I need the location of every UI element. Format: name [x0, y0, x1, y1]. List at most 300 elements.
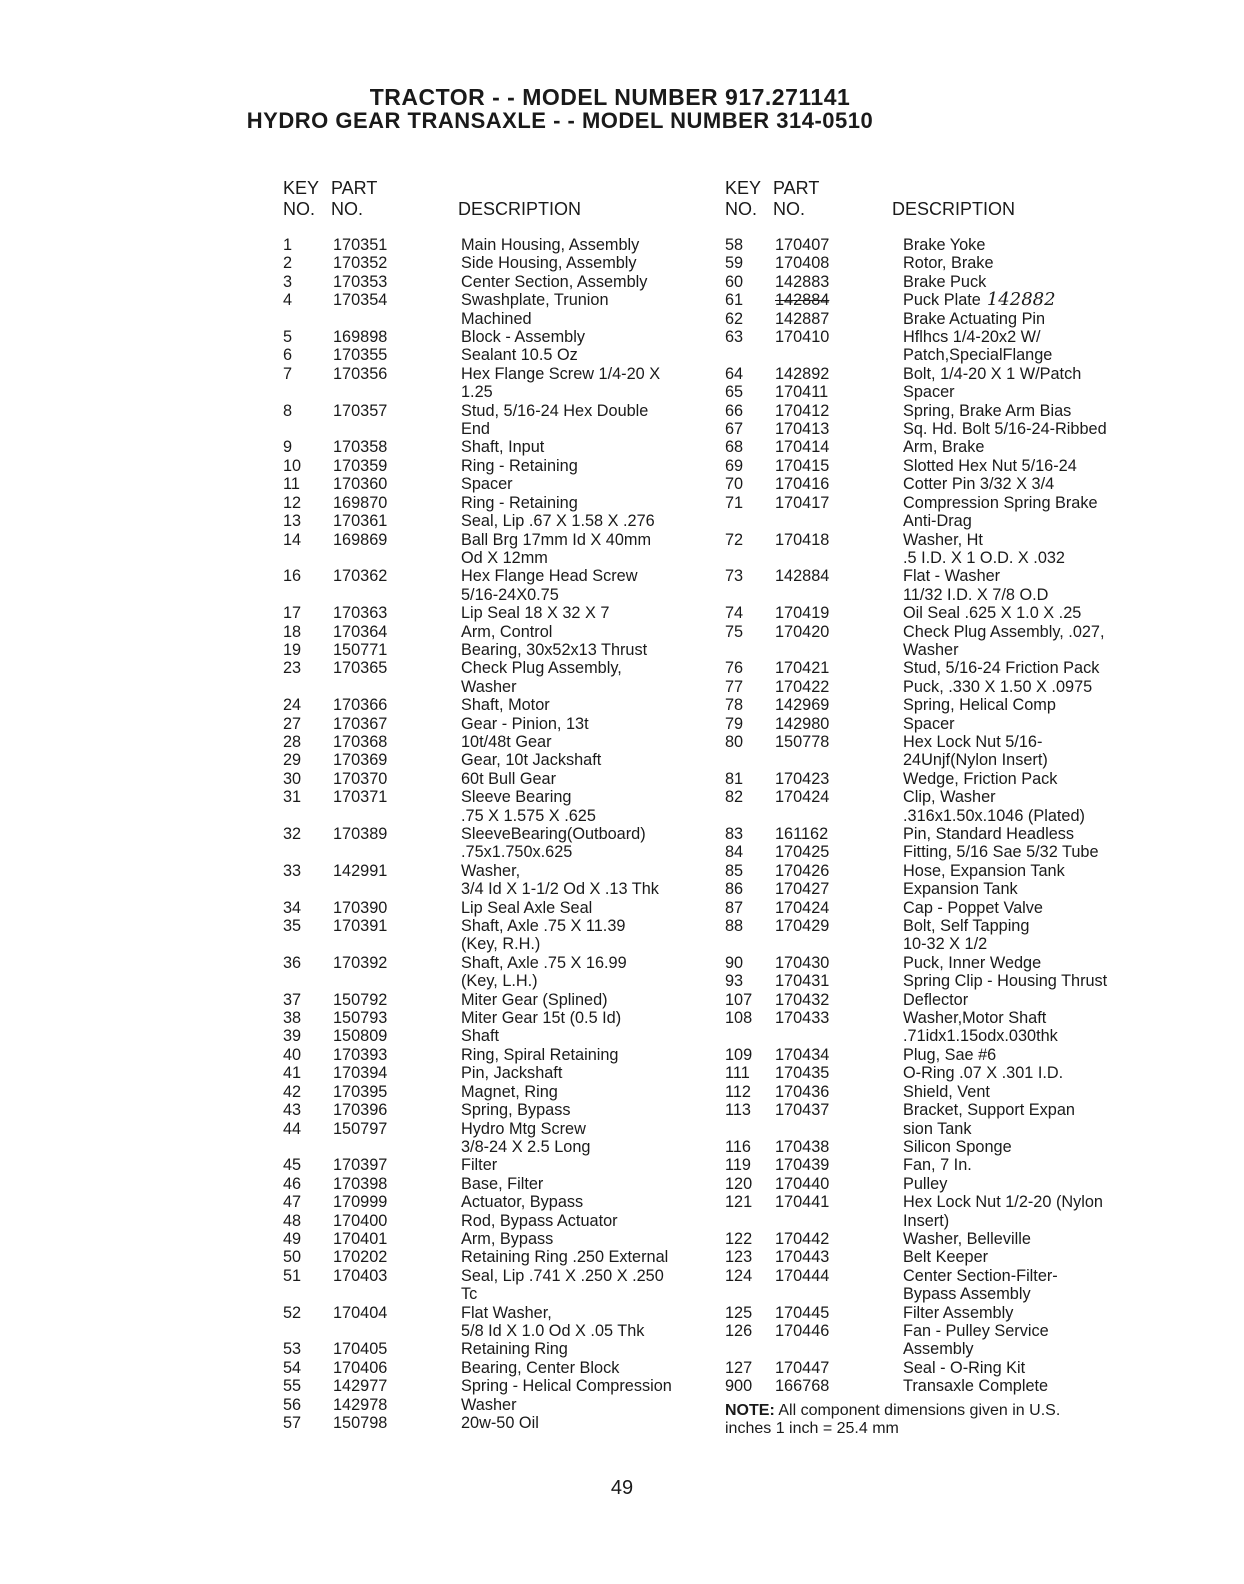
part-description — [903, 641, 1165, 659]
table-row — [725, 696, 1165, 714]
part-description-text: Ring - Retaining — [461, 456, 578, 475]
header-description: DESCRIPTION — [892, 199, 1016, 219]
key-number — [283, 880, 333, 898]
part-number: 142969 — [775, 696, 830, 715]
part-number: 150778 — [775, 732, 830, 751]
part-description — [903, 751, 1165, 769]
part-description-text: Gear, 10t Jackshaft — [461, 751, 602, 770]
key-number: 31 — [283, 788, 302, 807]
part-number: 142887 — [775, 309, 830, 328]
parts-list-left — [283, 236, 723, 1432]
part-number: 170429 — [775, 917, 830, 936]
part-description-text: Ball Brg 17mm Id X 40mm — [461, 530, 652, 549]
part-description — [461, 899, 723, 917]
table-row — [725, 457, 1165, 475]
key-number: 32 — [283, 825, 302, 843]
key-number — [725, 641, 775, 659]
part-description-text: .71idx1.15odx.030thk — [903, 1027, 1058, 1046]
part-number — [333, 678, 461, 696]
part-description — [461, 475, 723, 493]
table-row — [283, 310, 723, 328]
part-number — [333, 310, 461, 328]
table-row — [283, 328, 723, 346]
part-description — [903, 346, 1165, 364]
part-number: 150792 — [333, 990, 388, 1009]
part-number: 170394 — [333, 1064, 388, 1083]
table-row — [725, 862, 1165, 880]
part-description-text: Washer — [903, 640, 959, 659]
key-number: 71 — [725, 493, 744, 512]
key-number: 79 — [725, 714, 744, 733]
part-description — [461, 604, 723, 622]
part-description — [461, 273, 723, 291]
header-part: PART — [331, 178, 378, 198]
table-row — [725, 254, 1165, 272]
part-number — [775, 807, 903, 825]
part-description — [903, 1027, 1165, 1045]
part-number — [775, 1027, 903, 1045]
part-number: 170352 — [333, 254, 388, 273]
part-number: 142978 — [333, 1395, 388, 1414]
table-row — [283, 899, 723, 917]
key-number: 12 — [283, 493, 302, 512]
key-number: 73 — [725, 567, 744, 586]
part-description-text: (Key, R.H.) — [461, 935, 541, 954]
part-description-text: .316x1.50x.1046 (Plated) — [903, 806, 1085, 825]
header-key-no: NO. — [725, 199, 758, 219]
table-row — [725, 291, 1165, 309]
key-number: 53 — [283, 1340, 302, 1359]
table-row — [283, 475, 723, 493]
table-row — [725, 402, 1165, 420]
part-description-text: 5/16-24X0.75 — [461, 585, 559, 604]
part-description-text: 3/4 Id X 1-1/2 Od X .13 Thk — [461, 880, 659, 899]
part-description-text: Transaxle Complete — [903, 1377, 1049, 1396]
part-description-text: Flat - Washer — [903, 567, 1001, 586]
table-row — [725, 807, 1165, 825]
parts-list-right — [725, 236, 1165, 1396]
table-row — [725, 678, 1165, 696]
table-row — [283, 1340, 723, 1358]
part-description — [903, 623, 1165, 641]
part-description — [903, 678, 1165, 696]
header-key-no: NO. — [283, 199, 316, 219]
key-number: 43 — [283, 1101, 302, 1120]
key-number — [283, 1322, 333, 1340]
part-number: 170425 — [775, 843, 830, 862]
key-number: 120 — [725, 1174, 753, 1193]
table-row — [725, 346, 1165, 364]
part-description-text: 10-32 X 1/2 — [903, 935, 988, 954]
table-row — [283, 457, 723, 475]
part-number — [333, 807, 461, 825]
part-number: 170411 — [775, 383, 829, 402]
part-description-text: Hydro Mtg Screw — [461, 1119, 586, 1138]
key-number — [725, 1027, 775, 1045]
table-row — [725, 770, 1165, 788]
part-description-text: Shaft, Axle .75 X 16.99 — [461, 953, 627, 972]
part-description — [903, 1009, 1165, 1027]
table-row — [283, 843, 723, 861]
table-row — [725, 310, 1165, 328]
part-description — [461, 972, 723, 990]
key-number: 72 — [725, 530, 744, 549]
key-number: 41 — [283, 1064, 302, 1083]
part-description-text: Swashplate, Trunion — [461, 291, 609, 310]
part-description — [903, 549, 1165, 567]
table-row — [725, 1101, 1165, 1119]
part-number: 170412 — [775, 401, 830, 420]
part-number: 170447 — [775, 1358, 830, 1377]
key-number: 83 — [725, 825, 744, 843]
part-number: 170432 — [775, 990, 830, 1009]
table-row — [283, 438, 723, 456]
table-row — [725, 328, 1165, 346]
part-number: 170361 — [333, 512, 388, 531]
key-number: 125 — [725, 1303, 753, 1322]
part-description-text: Arm, Control — [461, 622, 553, 641]
page-subtitle: HYDRO GEAR TRANSAXLE - - MODEL NUMBER 314-0510 — [246, 108, 874, 133]
table-row — [725, 623, 1165, 641]
part-description — [461, 1193, 723, 1211]
key-number: 30 — [283, 769, 302, 788]
part-description-text: Retaining Ring .250 External — [461, 1248, 669, 1267]
part-description — [461, 1064, 723, 1082]
part-number: 142991 — [333, 861, 388, 880]
table-row — [283, 825, 723, 843]
part-description-text: Hex Flange Screw 1/4-20 X — [461, 364, 661, 383]
table-row — [283, 254, 723, 272]
part-description-text: Spring, Helical Comp — [903, 696, 1056, 715]
part-description-text: Brake Actuating Pin — [903, 309, 1046, 328]
table-row — [283, 935, 723, 953]
part-description-text: Cotter Pin 3/32 X 3/4 — [903, 475, 1055, 494]
part-number — [333, 935, 461, 953]
part-description-text: 1.25 — [461, 383, 493, 402]
part-description-text: Plug, Sae #6 — [903, 1045, 997, 1064]
part-number: 170368 — [333, 732, 388, 751]
part-number: 170444 — [775, 1266, 830, 1285]
part-description-text: .75 X 1.575 X .625 — [461, 806, 596, 825]
key-number: 81 — [725, 769, 744, 788]
part-description-text: 3/8-24 X 2.5 Long — [461, 1137, 591, 1156]
key-number — [283, 1138, 333, 1156]
part-description — [461, 641, 723, 659]
table-row — [725, 991, 1165, 1009]
part-description-text: Spring, Bypass — [461, 1101, 571, 1120]
part-description-text: Expansion Tank — [903, 880, 1018, 899]
note-line2: inches 1 inch = 25.4 mm — [725, 1420, 899, 1437]
part-description-text: Block - Assembly — [461, 328, 585, 347]
key-number: 74 — [725, 604, 744, 623]
part-number: 170400 — [333, 1211, 388, 1230]
part-description-text: Flat Washer, — [461, 1303, 552, 1322]
key-number: 88 — [725, 917, 744, 936]
part-number: 170442 — [775, 1229, 830, 1248]
part-description — [903, 604, 1165, 622]
key-number: 85 — [725, 861, 744, 880]
part-description-text: Sq. Hd. Bolt 5/16-24-Ribbed — [903, 420, 1107, 439]
key-number — [283, 549, 333, 567]
part-description — [461, 1304, 723, 1322]
part-description-text: Center Section-Filter- — [903, 1266, 1058, 1285]
part-description-text: 11/32 I.D. X 7/8 O.D — [903, 585, 1049, 604]
key-number: 6 — [283, 346, 293, 365]
part-number: 170439 — [775, 1156, 830, 1175]
header-part-no: NO. — [331, 199, 364, 219]
part-description — [903, 733, 1165, 751]
part-description — [461, 420, 723, 438]
handwritten-correction: 142882 — [986, 289, 1056, 311]
table-row — [283, 991, 723, 1009]
part-description — [461, 880, 723, 898]
part-number: 169869 — [333, 530, 388, 549]
note-line1: All component dimensions given in U.S. — [778, 1401, 1061, 1419]
part-description-text: Pulley — [903, 1174, 948, 1193]
part-number: 170363 — [333, 604, 388, 623]
part-number: 170358 — [333, 438, 388, 457]
page-number: 49 — [610, 1477, 634, 1499]
column-header — [725, 178, 1165, 236]
part-number — [775, 1340, 903, 1358]
part-number: 170367 — [333, 714, 388, 733]
part-number: 170362 — [333, 567, 388, 586]
part-description-text: Miter Gear 15t (0.5 Id) — [461, 1009, 622, 1028]
key-number: 76 — [725, 659, 744, 678]
table-row — [283, 807, 723, 825]
table-row — [283, 586, 723, 604]
part-number — [333, 420, 461, 438]
part-description — [903, 1193, 1165, 1211]
part-number: 150809 — [333, 1027, 388, 1046]
table-row — [283, 733, 723, 751]
part-number: 170434 — [775, 1045, 830, 1064]
table-row — [725, 899, 1165, 917]
key-number — [283, 586, 333, 604]
table-row — [725, 917, 1165, 935]
table-row — [725, 1377, 1165, 1395]
part-description — [461, 1377, 723, 1395]
key-number — [725, 807, 775, 825]
part-description-text: Check Plug Assembly, .027, — [903, 622, 1105, 641]
key-number: 47 — [283, 1193, 302, 1212]
key-number — [725, 1120, 775, 1138]
part-description-text: Bypass Assembly — [903, 1285, 1031, 1304]
part-description-text: Stud, 5/16-24 Friction Pack — [903, 659, 1100, 678]
part-description — [461, 1175, 723, 1193]
part-description-text: Magnet, Ring — [461, 1082, 558, 1101]
key-number: 14 — [283, 530, 302, 549]
key-number: 13 — [283, 512, 302, 531]
key-number: 2 — [283, 254, 293, 273]
key-number: 39 — [283, 1027, 302, 1046]
part-description-text: Fitting, 5/16 Sae 5/32 Tube — [903, 843, 1099, 862]
part-number: 161162 — [775, 825, 829, 843]
part-description — [903, 1083, 1165, 1101]
part-number — [775, 586, 903, 604]
part-description-text: Main Housing, Assembly — [461, 236, 640, 254]
part-number: 170440 — [775, 1174, 830, 1193]
table-row — [283, 512, 723, 530]
key-number: 109 — [725, 1045, 753, 1064]
key-number — [283, 420, 333, 438]
part-description-text: Shaft, Motor — [461, 696, 550, 715]
table-row — [283, 1046, 723, 1064]
key-number: 46 — [283, 1174, 302, 1193]
part-description-text: Rotor, Brake — [903, 254, 994, 273]
table-row — [725, 1175, 1165, 1193]
part-number: 170392 — [333, 953, 388, 972]
table-row — [283, 1267, 723, 1285]
table-row — [725, 1083, 1165, 1101]
part-description-text: Assembly — [903, 1340, 974, 1359]
part-description — [461, 1046, 723, 1064]
part-number — [775, 1285, 903, 1303]
part-description — [461, 512, 723, 530]
part-description-text: Puck Plate — [903, 291, 981, 310]
part-description-text: Patch,SpecialFlange — [903, 346, 1053, 365]
part-number: 170354 — [333, 291, 388, 310]
part-description — [461, 917, 723, 935]
part-number: 170421 — [775, 659, 830, 678]
part-description — [461, 1248, 723, 1266]
part-description — [903, 457, 1165, 475]
part-description — [461, 935, 723, 953]
key-number: 17 — [283, 604, 302, 623]
table-row — [725, 954, 1165, 972]
part-description-text: Seal - O-Ring Kit — [903, 1358, 1026, 1377]
table-row — [725, 1009, 1165, 1027]
part-number — [775, 549, 903, 567]
table-row — [725, 475, 1165, 493]
part-number: 170356 — [333, 364, 388, 383]
part-number: 170438 — [775, 1137, 830, 1156]
table-row — [725, 567, 1165, 585]
table-row — [283, 1230, 723, 1248]
table-row — [283, 862, 723, 880]
part-description — [461, 807, 723, 825]
part-description-text: Sealant 10.5 Oz — [461, 346, 578, 365]
part-description-text: Washer — [461, 677, 517, 696]
part-number: 170999 — [333, 1193, 388, 1212]
table-row — [283, 420, 723, 438]
key-number — [725, 1340, 775, 1358]
key-number — [283, 843, 333, 861]
part-description — [903, 843, 1165, 861]
table-row — [725, 1212, 1165, 1230]
key-number: 124 — [725, 1266, 753, 1285]
part-description — [903, 1138, 1165, 1156]
part-description — [903, 1267, 1165, 1285]
part-description-text: Fan - Pulley Service — [903, 1321, 1049, 1340]
parts-column-left — [283, 178, 723, 1432]
key-number: 40 — [283, 1045, 302, 1064]
part-description — [903, 1322, 1165, 1340]
key-number: 93 — [725, 972, 744, 991]
part-description-text: Bracket, Support Expan — [903, 1101, 1075, 1120]
part-description-text: Arm, Bypass — [461, 1229, 554, 1248]
part-description — [461, 954, 723, 972]
table-row — [725, 586, 1165, 604]
table-row — [725, 825, 1165, 843]
part-description-text: Filter Assembly — [903, 1303, 1014, 1322]
table-row — [283, 291, 723, 309]
key-number: 36 — [283, 953, 302, 972]
part-description — [903, 328, 1165, 346]
key-number: 77 — [725, 677, 744, 696]
part-description-text: Center Section, Assembly — [461, 272, 648, 291]
part-number — [333, 880, 461, 898]
key-number: 68 — [725, 438, 744, 457]
table-row — [725, 1046, 1165, 1064]
key-number — [283, 310, 333, 328]
key-number: 87 — [725, 898, 744, 917]
key-number: 3 — [283, 272, 293, 291]
part-number: 170426 — [775, 861, 830, 880]
key-number: 58 — [725, 236, 744, 254]
table-row — [283, 1414, 723, 1432]
part-description — [461, 254, 723, 272]
part-description — [461, 328, 723, 346]
key-number: 37 — [283, 990, 302, 1009]
key-number — [283, 1285, 333, 1303]
part-description-text: Ring - Retaining — [461, 493, 578, 512]
table-row — [283, 1248, 723, 1266]
part-number: 170351 — [333, 236, 388, 254]
part-number: 170427 — [775, 880, 830, 899]
part-number: 170416 — [775, 475, 830, 494]
part-number: 170389 — [333, 825, 388, 843]
part-description — [461, 788, 723, 806]
table-row — [725, 1230, 1165, 1248]
key-number: 61 — [725, 291, 744, 310]
key-number: 52 — [283, 1303, 302, 1322]
table-row — [283, 1212, 723, 1230]
table-row — [725, 1340, 1165, 1358]
part-description — [903, 807, 1165, 825]
table-row — [283, 1285, 723, 1303]
table-row — [283, 696, 723, 714]
key-number: 86 — [725, 880, 744, 899]
table-row — [283, 1027, 723, 1045]
table-row — [283, 954, 723, 972]
part-description — [903, 935, 1165, 953]
part-number: 170371 — [333, 788, 388, 807]
part-description — [903, 310, 1165, 328]
table-row — [725, 1248, 1165, 1266]
key-number: 82 — [725, 788, 744, 807]
part-description-text: Clip, Washer — [903, 788, 996, 807]
part-description — [461, 1396, 723, 1414]
part-number: 170370 — [333, 769, 388, 788]
key-number: 56 — [283, 1395, 302, 1414]
part-description — [903, 1212, 1165, 1230]
part-description-text: Arm, Brake — [903, 438, 985, 457]
part-number: 170202 — [333, 1248, 388, 1267]
part-number: 170408 — [775, 254, 830, 273]
table-row — [283, 1322, 723, 1340]
part-description — [461, 310, 723, 328]
part-description-text: Cap - Poppet Valve — [903, 898, 1043, 917]
part-description-text: sion Tank — [903, 1119, 972, 1138]
key-number: 127 — [725, 1358, 753, 1377]
key-number: 49 — [283, 1229, 302, 1248]
part-description-text: Spring - Helical Compression — [461, 1377, 672, 1396]
part-description — [903, 1175, 1165, 1193]
part-number: 170353 — [333, 272, 388, 291]
part-number: 170413 — [775, 420, 830, 439]
table-row — [283, 1304, 723, 1322]
